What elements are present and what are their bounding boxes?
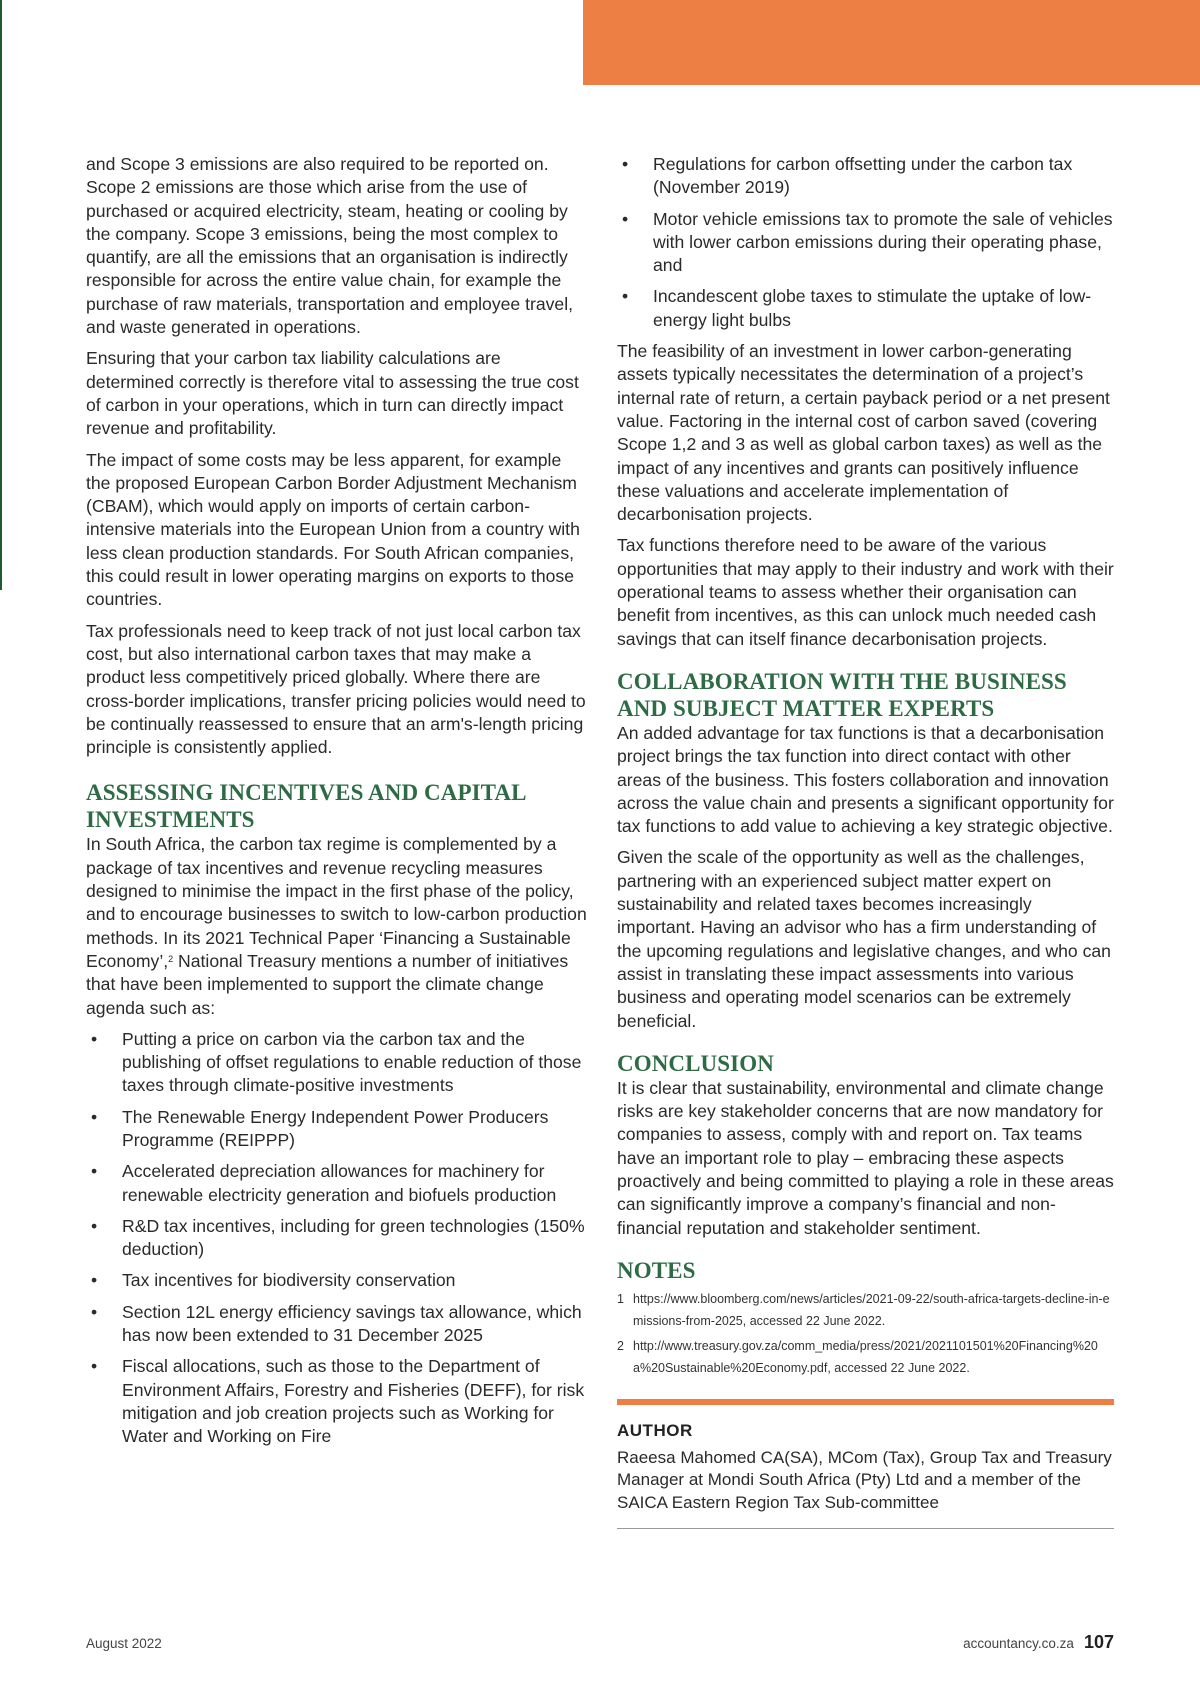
right-column <box>617 153 1114 1529</box>
paragraph: The feasibility of an investment in lower carbon-generating assets typically necessitates the determination of a project’s internal rate of return, a certain payback period or a net present value. Factoring in the internal cost of carbon saved (covering Scope 1,2 and 3 as well as global carbon taxes) as well as the impact of any incentives and grants can positively influence these valuations and accelerate implementation of decarbonisation projects. <box>617 341 1110 525</box>
header-color-block <box>583 0 1200 85</box>
list-item <box>86 1215 588 1262</box>
bullet-icon: • <box>622 286 629 307</box>
bullet-icon: • <box>91 1270 98 1291</box>
author-bottom-rule <box>617 1528 1114 1529</box>
incentives-list <box>86 1028 588 1449</box>
section-heading-incentives: ASSESSING INCENTIVES AND CAPITAL INVESTMENTS <box>86 780 526 833</box>
bullet-icon: • <box>622 208 629 229</box>
paragraph: An added advantage for tax functions is that a decarbonisation project brings the tax function into direct contact with other areas of the business. This fosters collaboration and innovation across the value chain and presents a significant opportunity for tax functions to add value to achieving a key strategic objective. <box>617 722 1114 837</box>
list-item-text: Accelerated depreciation allowances for machinery for renewable electricity generation and biofuels production <box>122 1161 557 1205</box>
note-link[interactable]: http://www.treasury.gov.za/comm_media/press/2021/2021101501%20Financing%20a%20Sustainable%20Economy.pdf, accessed 22 June 2022. <box>633 1338 1098 1375</box>
note-link[interactable]: https://www.bloomberg.com/news/articles/2021-09-22/south-africa-targets-decline-in-emissions-from-2025, accessed 22 June 2022. <box>633 1291 1110 1328</box>
footer-date: August 2022 <box>86 1636 162 1651</box>
list-item <box>86 1106 588 1153</box>
bullet-icon: • <box>622 154 629 174</box>
bullet-icon: • <box>91 1215 98 1236</box>
note-item <box>617 1335 1114 1379</box>
footnote-ref[interactable]: 2 <box>168 953 174 964</box>
paragraph: Given the scale of the opportunity as well as the challenges, partnering with an experienced subject matter expert on sustainability and related taxes becomes increasingly important. Having an advisor who has a firm understanding of the upcoming regulations and legislative changes, and who can assist in translating these impact assessments into various business and operating model scenarios can be extremely beneficial. <box>617 847 1111 1031</box>
note-number: 1 <box>617 1291 624 1306</box>
paragraph: It is clear that sustainability, environmental and climate change risks are key stakeholder concerns that are now mandatory for companies to assess, comply with and report on. Tax teams have an important role to play – embracing these aspects proactively and being committed to playing a role in these areas can significantly improve a company’s financial and non-financial reputation and stakeholder sentiment. <box>617 1077 1114 1238</box>
note-item <box>617 1288 1114 1332</box>
list-item-text: Putting a price on carbon via the carbon tax and the publishing of offset regulations to enable reduction of those taxes through climate-positive investments <box>122 1028 582 1096</box>
paragraph <box>86 833 588 1019</box>
author-bio: Raeesa Mahomed CA(SA), MCom (Tax), Group Tax and Treasury Manager at Mondi South Africa (Pty) Ltd and a member of the SAICA Eastern Region Tax Sub-committee <box>617 1447 1112 1512</box>
footer-right <box>963 1632 1114 1653</box>
list-item-text: Regulations for carbon offsetting under the carbon tax (November 2019) <box>653 154 1073 198</box>
list-item-text: Section 12L energy efficiency savings tax allowance, which has now been extended to 31 December 2025 <box>122 1301 582 1346</box>
list-item <box>617 153 1114 200</box>
bullet-icon: • <box>91 1106 98 1127</box>
bullet-icon: • <box>91 1028 98 1049</box>
list-item-text: Incandescent globe taxes to stimulate the uptake of low-energy light bulbs <box>653 286 1092 330</box>
list-item <box>86 1355 588 1448</box>
bullet-icon: • <box>91 1301 98 1322</box>
regulations-list <box>617 153 1114 332</box>
note-number: 2 <box>617 1338 624 1353</box>
section-heading-collaboration: COLLABORATION WITH THE BUSINESS AND SUBJECT MATTER EXPERTS <box>617 668 1067 721</box>
paragraph: and Scope 3 emissions are also required to be reported on. Scope 2 emissions are those which arise from the use of purchased or acquired electricity, steam, heating or cooling by the company. Scope 3 emissions, being the most complex to quantify, are all the emissions that an organisation is indirectly responsible for across the entire value chain, for example the purchase of raw materials, transportation and employee travel, and waste generated in operations. <box>86 154 574 338</box>
notes-list <box>617 1288 1114 1379</box>
footer-site[interactable]: accountancy.co.za <box>963 1636 1074 1651</box>
paragraph: Ensuring that your carbon tax liability calculations are determined correctly is therefore vital to assessing the true cost of carbon in your operations, which in turn can directly impact revenue and profitability. <box>86 348 579 439</box>
list-item-text: R&D tax incentives, including for green technologies (150% deduction) <box>122 1215 585 1260</box>
paragraph: Tax functions therefore need to be aware of the various opportunities that may apply to their industry and work with their operational teams to assess whether their organisation can benefit from incentives, as this can unlock much needed cash savings that can itself finance decarbonisation projects. <box>617 535 1114 649</box>
list-item-text: The Renewable Energy Independent Power Producers Programme (REIPPP) <box>122 1106 549 1150</box>
author-divider <box>617 1399 1114 1405</box>
section-heading-notes: NOTES <box>617 1257 696 1283</box>
bullet-icon: • <box>91 1356 98 1377</box>
list-item <box>86 1028 588 1098</box>
section-heading-conclusion: CONCLUSION <box>617 1050 774 1076</box>
bullet-icon: • <box>91 1161 98 1182</box>
page-number: 107 <box>1083 1632 1114 1652</box>
paragraph: The impact of some costs may be less apparent, for example the proposed European Carbon Border Adjustment Mechanism (CBAM), which would apply on imports of certain carbon-intensive materials into the European Union from a country with less clean production standards. For South African companies, this could result in lower operating margins on exports to those countries. <box>86 449 580 610</box>
list-item-text: Tax incentives for biodiversity conservation <box>122 1270 456 1291</box>
list-item <box>617 208 1114 278</box>
paragraph-text: In South Africa, the carbon tax regime is complemented by a package of tax incentives and revenue recycling measures designed to minimise the impact in the first phase of the policy, and to encourage businesses to switch to low-carbon production methods. In its 2021 Technical Paper ‘Financing a Sustainable Economy’, <box>86 834 587 971</box>
author-heading: AUTHOR <box>617 1420 693 1440</box>
list-item <box>617 285 1114 332</box>
list-item <box>86 1269 588 1292</box>
left-margin-rule <box>0 0 2 590</box>
list-item-text: Motor vehicle emissions tax to promote the sale of vehicles with lower carbon emissions during their operating phase, and <box>653 208 1113 276</box>
paragraph: Tax professionals need to keep track of not just local carbon tax cost, but also international carbon taxes that may make a product less competitively priced globally. Where there are cross-border implications, transfer pricing policies would need to be continually reassessed to ensure that an arm's-length pricing principle is consistently applied. <box>86 620 586 758</box>
list-item-text: Fiscal allocations, such as those to the Department of Environment Affairs, Forestry and Fisheries (DEFF), for risk mitigation and job creation projects such as Working for Water and Working on Fire <box>122 1356 585 1447</box>
left-column <box>86 153 588 1457</box>
list-item <box>86 1301 588 1348</box>
paragraph-text: National Treasury mentions a number of initiatives that have been implemented to support the climate change agenda such as: <box>86 950 569 1018</box>
list-item <box>86 1160 588 1207</box>
